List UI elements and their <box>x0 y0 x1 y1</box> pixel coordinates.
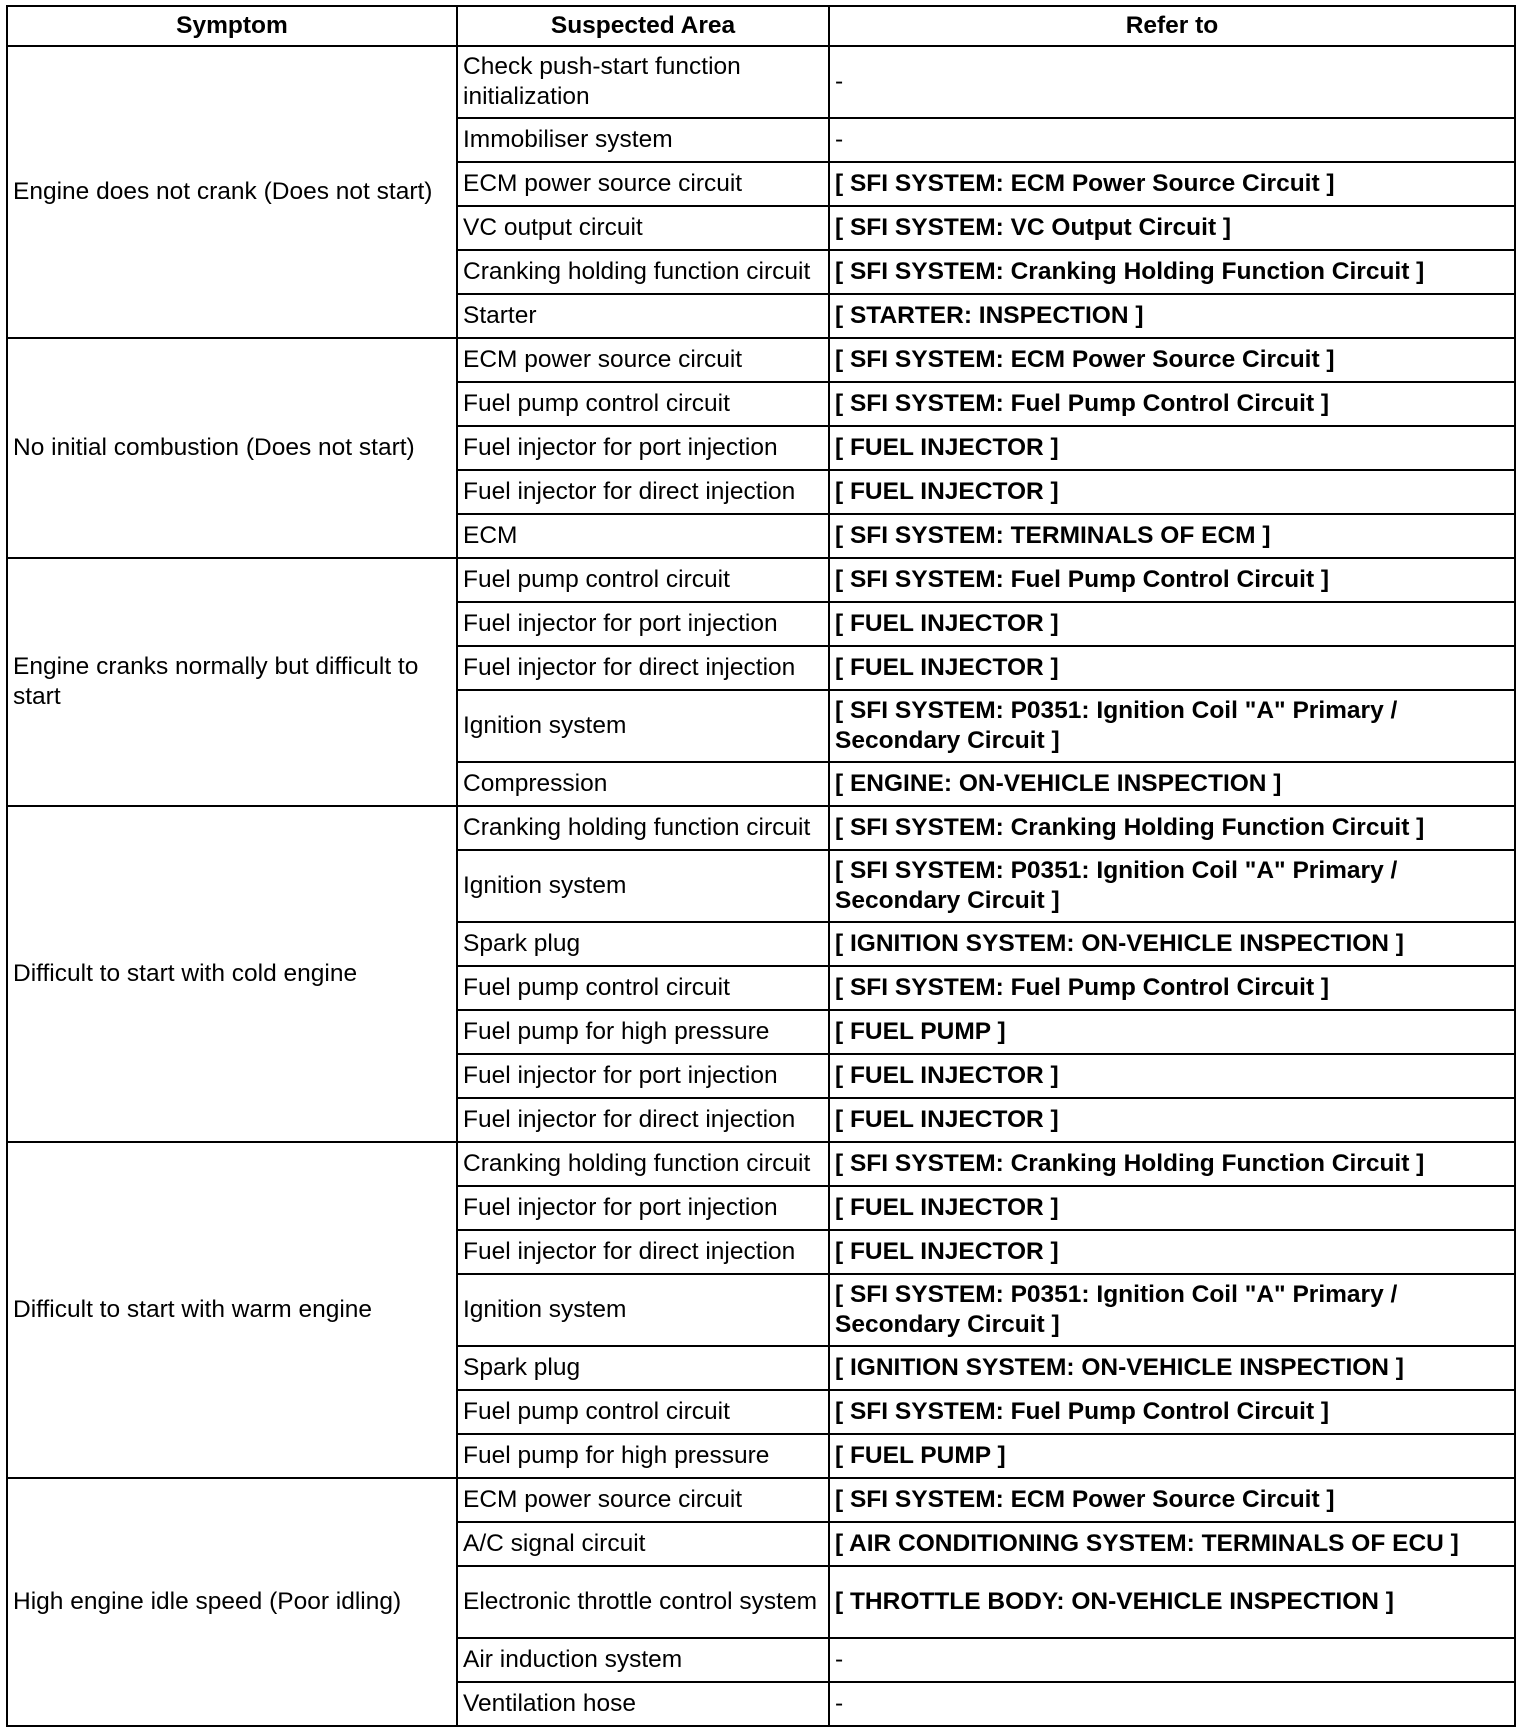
suspected-area-cell: ECM power source circuit <box>457 1478 829 1522</box>
refer-to-link[interactable]: [ STARTER: INSPECTION ] <box>829 294 1515 338</box>
refer-to-link[interactable]: [ FUEL INJECTOR ] <box>829 1186 1515 1230</box>
refer-to-link[interactable]: [ SFI SYSTEM: VC Output Circuit ] <box>829 206 1515 250</box>
suspected-area-cell: ECM <box>457 514 829 558</box>
header-refer-to: Refer to <box>829 6 1515 46</box>
refer-to-link[interactable]: [ SFI SYSTEM: P0351: Ignition Coil "A" Primary / Secondary Circuit ] <box>829 690 1515 762</box>
suspected-area-cell: Fuel pump control circuit <box>457 382 829 426</box>
suspected-area-cell: Compression <box>457 762 829 806</box>
refer-to-cell: - <box>829 46 1515 118</box>
refer-to-link[interactable]: [ SFI SYSTEM: ECM Power Source Circuit ] <box>829 338 1515 382</box>
header-suspected-area: Suspected Area <box>457 6 829 46</box>
refer-to-link[interactable]: [ SFI SYSTEM: Fuel Pump Control Circuit ] <box>829 558 1515 602</box>
refer-to-link[interactable]: [ SFI SYSTEM: Cranking Holding Function Circuit ] <box>829 250 1515 294</box>
suspected-area-cell: Cranking holding function circuit <box>457 1142 829 1186</box>
suspected-area-cell: Fuel injector for direct injection <box>457 470 829 514</box>
suspected-area-cell: Ignition system <box>457 690 829 762</box>
symptom-cell: Difficult to start with warm engine <box>7 1142 457 1478</box>
refer-to-link[interactable]: [ SFI SYSTEM: ECM Power Source Circuit ] <box>829 1478 1515 1522</box>
suspected-area-cell: Fuel pump control circuit <box>457 1390 829 1434</box>
suspected-area-cell: VC output circuit <box>457 206 829 250</box>
refer-to-link[interactable]: [ FUEL INJECTOR ] <box>829 1098 1515 1142</box>
suspected-area-cell: A/C signal circuit <box>457 1522 829 1566</box>
refer-to-link[interactable]: [ SFI SYSTEM: Fuel Pump Control Circuit ] <box>829 1390 1515 1434</box>
suspected-area-cell: Air induction system <box>457 1638 829 1682</box>
suspected-area-cell: Check push-start function initialization <box>457 46 829 118</box>
suspected-area-cell: Fuel injector for port injection <box>457 1186 829 1230</box>
refer-to-link[interactable]: [ FUEL INJECTOR ] <box>829 1054 1515 1098</box>
header-symptom: Symptom <box>7 6 457 46</box>
refer-to-link[interactable]: [ SFI SYSTEM: Cranking Holding Function Circuit ] <box>829 1142 1515 1186</box>
refer-to-cell: - <box>829 1682 1515 1726</box>
table-row <box>7 1142 1515 1186</box>
suspected-area-cell: Spark plug <box>457 1346 829 1390</box>
header-row <box>7 6 1515 46</box>
suspected-area-cell: Spark plug <box>457 922 829 966</box>
refer-to-link[interactable]: [ FUEL PUMP ] <box>829 1010 1515 1054</box>
refer-to-link[interactable]: [ SFI SYSTEM: Cranking Holding Function Circuit ] <box>829 806 1515 850</box>
table-row <box>7 806 1515 850</box>
refer-to-link[interactable]: [ FUEL INJECTOR ] <box>829 1230 1515 1274</box>
suspected-area-cell: Fuel injector for port injection <box>457 602 829 646</box>
symptom-cell: Engine cranks normally but difficult to start <box>7 558 457 806</box>
refer-to-link[interactable]: [ SFI SYSTEM: Fuel Pump Control Circuit ] <box>829 966 1515 1010</box>
suspected-area-cell: Fuel pump control circuit <box>457 558 829 602</box>
suspected-area-cell: Immobiliser system <box>457 118 829 162</box>
suspected-area-cell: Fuel pump for high pressure <box>457 1010 829 1054</box>
suspected-area-cell: ECM power source circuit <box>457 338 829 382</box>
refer-to-link[interactable]: [ FUEL PUMP ] <box>829 1434 1515 1478</box>
suspected-area-cell: Fuel injector for port injection <box>457 426 829 470</box>
symptom-table <box>6 5 1516 1727</box>
refer-to-link[interactable]: [ IGNITION SYSTEM: ON-VEHICLE INSPECTION ] <box>829 1346 1515 1390</box>
refer-to-link[interactable]: [ SFI SYSTEM: P0351: Ignition Coil "A" Primary / Secondary Circuit ] <box>829 850 1515 922</box>
suspected-area-cell: Fuel injector for direct injection <box>457 1098 829 1142</box>
suspected-area-cell: Electronic throttle control system <box>457 1566 829 1638</box>
table-row <box>7 1478 1515 1522</box>
table-row <box>7 46 1515 118</box>
suspected-area-cell: Cranking holding function circuit <box>457 806 829 850</box>
refer-to-link[interactable]: [ ENGINE: ON-VEHICLE INSPECTION ] <box>829 762 1515 806</box>
suspected-area-cell: Fuel pump for high pressure <box>457 1434 829 1478</box>
refer-to-link[interactable]: [ FUEL INJECTOR ] <box>829 470 1515 514</box>
refer-to-cell: - <box>829 1638 1515 1682</box>
refer-to-link[interactable]: [ SFI SYSTEM: Fuel Pump Control Circuit ] <box>829 382 1515 426</box>
refer-to-cell: - <box>829 118 1515 162</box>
table-row <box>7 338 1515 382</box>
suspected-area-cell: Ignition system <box>457 1274 829 1346</box>
symptom-cell: Difficult to start with cold engine <box>7 806 457 1142</box>
suspected-area-cell: Fuel injector for port injection <box>457 1054 829 1098</box>
suspected-area-cell: Fuel pump control circuit <box>457 966 829 1010</box>
refer-to-link[interactable]: [ FUEL INJECTOR ] <box>829 646 1515 690</box>
suspected-area-cell: Fuel injector for direct injection <box>457 1230 829 1274</box>
refer-to-link[interactable]: [ SFI SYSTEM: ECM Power Source Circuit ] <box>829 162 1515 206</box>
refer-to-link[interactable]: [ SFI SYSTEM: TERMINALS OF ECM ] <box>829 514 1515 558</box>
symptom-cell: Engine does not crank (Does not start) <box>7 46 457 338</box>
suspected-area-cell: Ignition system <box>457 850 829 922</box>
table-row <box>7 558 1515 602</box>
suspected-area-cell: ECM power source circuit <box>457 162 829 206</box>
refer-to-link[interactable]: [ IGNITION SYSTEM: ON-VEHICLE INSPECTION ] <box>829 922 1515 966</box>
refer-to-link[interactable]: [ FUEL INJECTOR ] <box>829 602 1515 646</box>
refer-to-link[interactable]: [ AIR CONDITIONING SYSTEM: TERMINALS OF ECU ] <box>829 1522 1515 1566</box>
symptom-cell: No initial combustion (Does not start) <box>7 338 457 558</box>
suspected-area-cell: Ventilation hose <box>457 1682 829 1726</box>
suspected-area-cell: Fuel injector for direct injection <box>457 646 829 690</box>
suspected-area-cell: Cranking holding function circuit <box>457 250 829 294</box>
suspected-area-cell: Starter <box>457 294 829 338</box>
refer-to-link[interactable]: [ SFI SYSTEM: P0351: Ignition Coil "A" Primary / Secondary Circuit ] <box>829 1274 1515 1346</box>
refer-to-link[interactable]: [ THROTTLE BODY: ON-VEHICLE INSPECTION ] <box>829 1566 1515 1638</box>
symptom-cell: High engine idle speed (Poor idling) <box>7 1478 457 1726</box>
refer-to-link[interactable]: [ FUEL INJECTOR ] <box>829 426 1515 470</box>
